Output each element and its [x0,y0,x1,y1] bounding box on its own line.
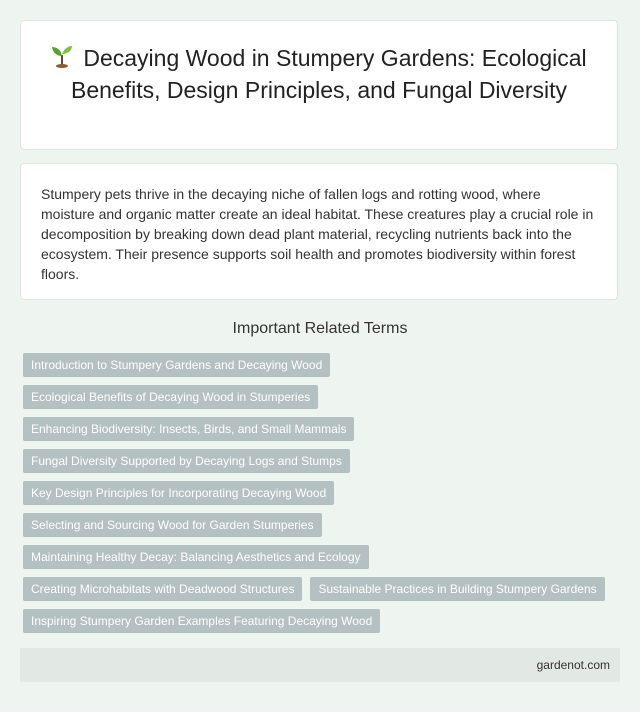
related-term-tag[interactable]: Selecting and Sourcing Wood for Garden Stumperies [23,513,322,537]
page-title [47,43,591,105]
footer-site-name: gardenot.com [536,658,610,672]
related-term-tag[interactable]: Introduction to Stumpery Gardens and Decaying Wood [23,353,330,377]
description-card [20,163,618,300]
title-card [20,20,618,150]
related-term-tag[interactable]: Enhancing Biodiversity: Insects, Birds, and Small Mammals [23,417,354,441]
related-term-tag[interactable]: Ecological Benefits of Decaying Wood in Stumperies [23,385,318,409]
related-term-tag[interactable]: Key Design Principles for Incorporating Decaying Wood [23,481,334,505]
related-terms-list [23,353,623,633]
page-title-text: Decaying Wood in Stumpery Gardens: Ecological Benefits, Design Principles, and Fungal Diversity [70,45,587,103]
related-term-tag[interactable]: Sustainable Practices in Building Stumpery Gardens [310,577,604,601]
description-text: Stumpery pets thrive in the decaying niche of fallen logs and rotting wood, where moisture and organic matter create an ideal habitat. These creatures play a crucial role in decomposition by breaking down dead plant material, recycling nutrients back into the ecosystem. Their presence supports soil health and promotes biodiversity within forest floors. [41,186,594,282]
related-terms-heading: Important Related Terms [232,320,408,337]
related-term-tag[interactable]: Inspiring Stumpery Garden Examples Featuring Decaying Wood [23,609,380,633]
sprout-icon [51,44,73,75]
related-term-tag[interactable]: Fungal Diversity Supported by Decaying Logs and Stumps [23,449,350,473]
related-term-tag[interactable]: Creating Microhabitats with Deadwood Structures [23,577,302,601]
footer [20,648,620,682]
related-term-tag[interactable]: Maintaining Healthy Decay: Balancing Aesthetics and Ecology [23,545,369,569]
